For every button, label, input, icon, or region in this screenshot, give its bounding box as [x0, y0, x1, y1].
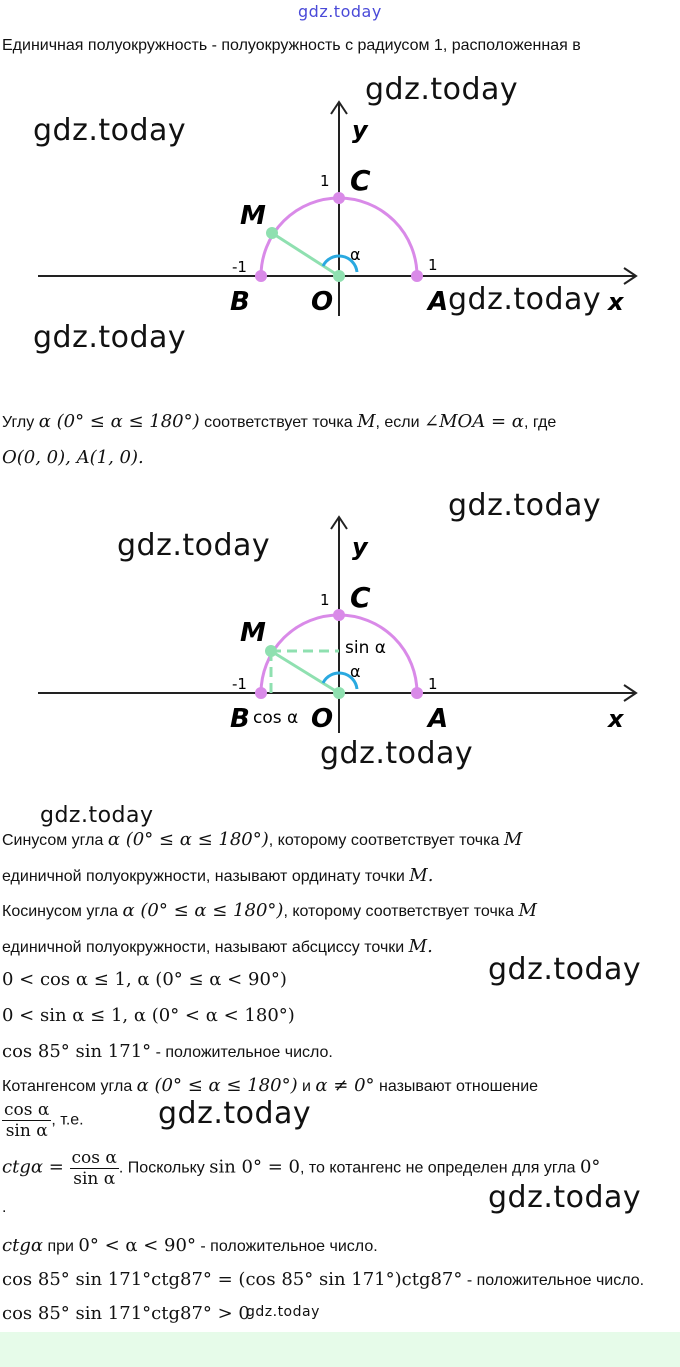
watermark: gdz.today: [320, 736, 474, 771]
watermark: gdz.today: [40, 803, 154, 828]
cosine-definition-line-2: единичной полуокружности, называют абсциссу точки M.: [2, 936, 433, 957]
label-o: O: [311, 287, 334, 317]
point-m-dot: [266, 227, 278, 239]
tick-top: 1: [320, 591, 330, 609]
angle-definition-line-1: Углу α (0° ≤ α ≤ 180°) соответствует точка M, если ∠MOA = α, где: [2, 411, 557, 432]
cos-inequality: 0 < cos α ≤ 1, α (0° ≤ α < 90°): [2, 969, 287, 990]
cot-fraction: $\frac{\text{cos α}}{\text{sin α}}$: [4, 1100, 50, 1141]
point-o-dot: [333, 270, 345, 282]
label-a: A: [428, 704, 449, 734]
intro-text: Единичная полуокружность - полуокружность с радиусом 1, расположенная в: [2, 37, 581, 54]
period-dot: .: [2, 1199, 7, 1216]
label-c: C: [350, 581, 371, 614]
y-axis-label: y: [352, 533, 368, 561]
cosine-definition-line-1: Косинусом угла α (0° ≤ α ≤ 180°), которому соответствует точка M: [2, 900, 537, 921]
product-inequality-line: cos 85° sin 171°ctg87° > 0: [2, 1303, 250, 1324]
x-axis-label: x: [608, 288, 624, 316]
cotangent-formula-line: ctgα = $\frac{\text{cos α}}{\text{sin α}}$ . Поскольку sin 0° = 0, то котангенс не определен для угла 0°: [2, 1148, 601, 1189]
point-a-dot: [411, 270, 423, 282]
watermark-small: gdz.today: [246, 1304, 320, 1320]
cotangent-definition-line-1: Котангенсом угла α (0° ≤ α ≤ 180°) и α ≠ 0° называют отношение: [2, 1075, 539, 1096]
point-m-dot: [265, 645, 277, 657]
point-c-dot: [333, 192, 345, 204]
watermark: gdz.today: [365, 72, 519, 107]
point-c-dot: [333, 609, 345, 621]
cotangent-fraction-line: $\frac{\text{cos α}}{\text{sin α}}$ , т.е.: [4, 1100, 84, 1141]
watermark: gdz.today: [117, 528, 271, 563]
tick-pos: 1: [428, 675, 438, 693]
watermark: gdz.today: [33, 320, 187, 355]
label-m: M: [240, 618, 266, 648]
point-b-dot: [255, 270, 267, 282]
watermark: gdz.today: [488, 1180, 642, 1215]
watermark: gdz.today: [448, 488, 602, 523]
label-c: C: [350, 164, 371, 197]
sine-definition-line-1: Синусом угла α (0° ≤ α ≤ 180°), которому соответствует точка M: [2, 829, 523, 850]
label-b: B: [230, 704, 250, 734]
angle-label: α: [350, 245, 361, 264]
tick-pos: 1: [428, 256, 438, 274]
tick-neg: -1: [232, 258, 247, 276]
sine-definition-line-2: единичной полуокружности, называют ординату точки M.: [2, 865, 434, 886]
watermark: gdz.today: [448, 282, 602, 317]
tick-top: 1: [320, 172, 330, 190]
watermark: gdz.today: [33, 113, 187, 148]
cot-positive-statement: ctgα при 0° < α < 90° - положительное число.: [2, 1235, 378, 1256]
label-o: O: [311, 704, 334, 734]
point-a-dot: [411, 687, 423, 699]
point-o-dot: [333, 687, 345, 699]
watermark: gdz.today: [488, 952, 642, 987]
cos-label: cos α: [253, 708, 299, 728]
angle-label: α: [350, 662, 361, 681]
sin-label: sin α: [345, 638, 386, 658]
answer-box: [0, 1332, 680, 1367]
y-axis-label: y: [352, 116, 368, 144]
sin-inequality: 0 < sin α ≤ 1, α (0° < α < 180°): [2, 1005, 295, 1026]
x-axis-label: x: [608, 705, 624, 733]
semicircle-diagram-2: [0, 505, 680, 745]
watermark-top: gdz.today: [298, 2, 382, 21]
product-equality-line: cos 85° sin 171°ctg87° = (cos 85° sin 171°)ctg87° - положительное число.: [2, 1269, 645, 1290]
label-b: B: [230, 287, 250, 317]
point-b-dot: [255, 687, 267, 699]
cot-fraction-2: $\frac{\text{cos α}}{\text{sin α}}$: [71, 1148, 117, 1189]
angle-definition-line-2: O(0, 0), A(1, 0).: [2, 447, 144, 468]
watermark: gdz.today: [158, 1096, 312, 1131]
tick-neg: -1: [232, 675, 247, 693]
radius-om: [271, 651, 339, 693]
radius-om: [272, 233, 339, 276]
label-a: A: [428, 287, 449, 317]
positive-product-statement: cos 85° sin 171° - положительное число.: [2, 1041, 333, 1062]
label-m: M: [240, 201, 266, 231]
